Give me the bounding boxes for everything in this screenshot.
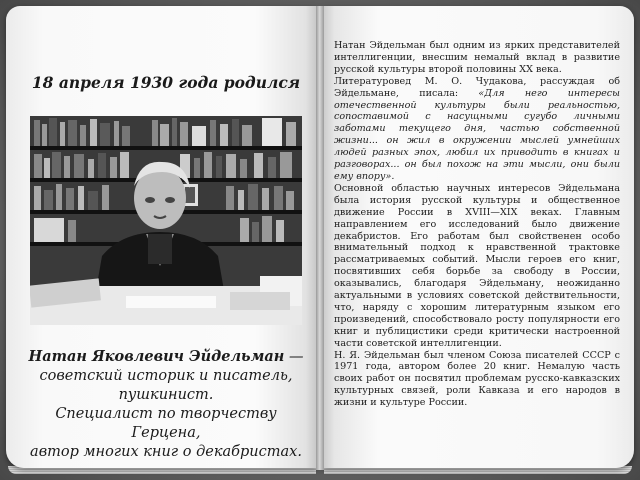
chudakova-quote: «Для него интересы отечественной культуры были реальностью, сопоставимой с насущными сугубо личными заботами текущего дня, частью собственной жизни... он жил в окружении мыслей умнейших людей разных эпох, любил их приводить в книгах и разговорах... он был похож на эти мысли, они были ему впору». [334, 87, 620, 182]
paragraph-writers-union: Н. Я. Эйдельман был членом Союза писателей СССР с 1971 года, автором более 20 книг. Немалую часть своих работ он посвятил проблемам русско-кавказских культурных связей, роли Кавказа и его народов в жизни и культуре России. [334, 349, 620, 409]
caption-line-5: автор многих книг о декабристах. [30, 444, 302, 460]
caption-line-4: Специалист по творчеству Герцена, [55, 406, 277, 441]
paragraph-quote [334, 76, 620, 183]
portrait-caption [20, 347, 312, 462]
quote-intro: Литературовед М. О. Чудакова, рассуждая об Эйдельмане, писала: [334, 75, 620, 99]
person-name: Натан Яковлевич Эйдельман [28, 348, 285, 365]
caption-line-2: советский историк и писатель, [39, 368, 293, 384]
caption-dash: — [284, 349, 304, 365]
birth-date-heading: 18 апреля 1930 года родился [31, 73, 301, 92]
paragraph-intro: Натан Эйдельман был одним из ярких представителей интеллигенции, внесшим немалый вклад в развитие русской культуры второй половины XX века. [334, 40, 620, 75]
book-spine [316, 6, 324, 470]
paragraph-research: Основной областью научных интересов Эйдельмана была история русской культуры и общественное движение России в XVIII—XIX веках. Главным направлением его исследований было движение декабристов. Его работам был свойственен особо внимательный подход к нравственной трактовке рассматриваемых событий. Мысли героев его книг, посвятивших себя борьбе за свободу в России, оказывались, благодаря Эйдельману, неожиданно актуальными в условиях советской действительности, что, наряду с хорошим литературным языком его произведений, способствовало росту популярности его книг и публицистики среди критически настроенной части советской интеллигенции. [334, 182, 620, 349]
caption-line-3: пушкинист. [118, 387, 214, 403]
biography-text [334, 40, 620, 409]
caption-line-1 [20, 347, 312, 367]
portrait-photo [30, 116, 302, 325]
